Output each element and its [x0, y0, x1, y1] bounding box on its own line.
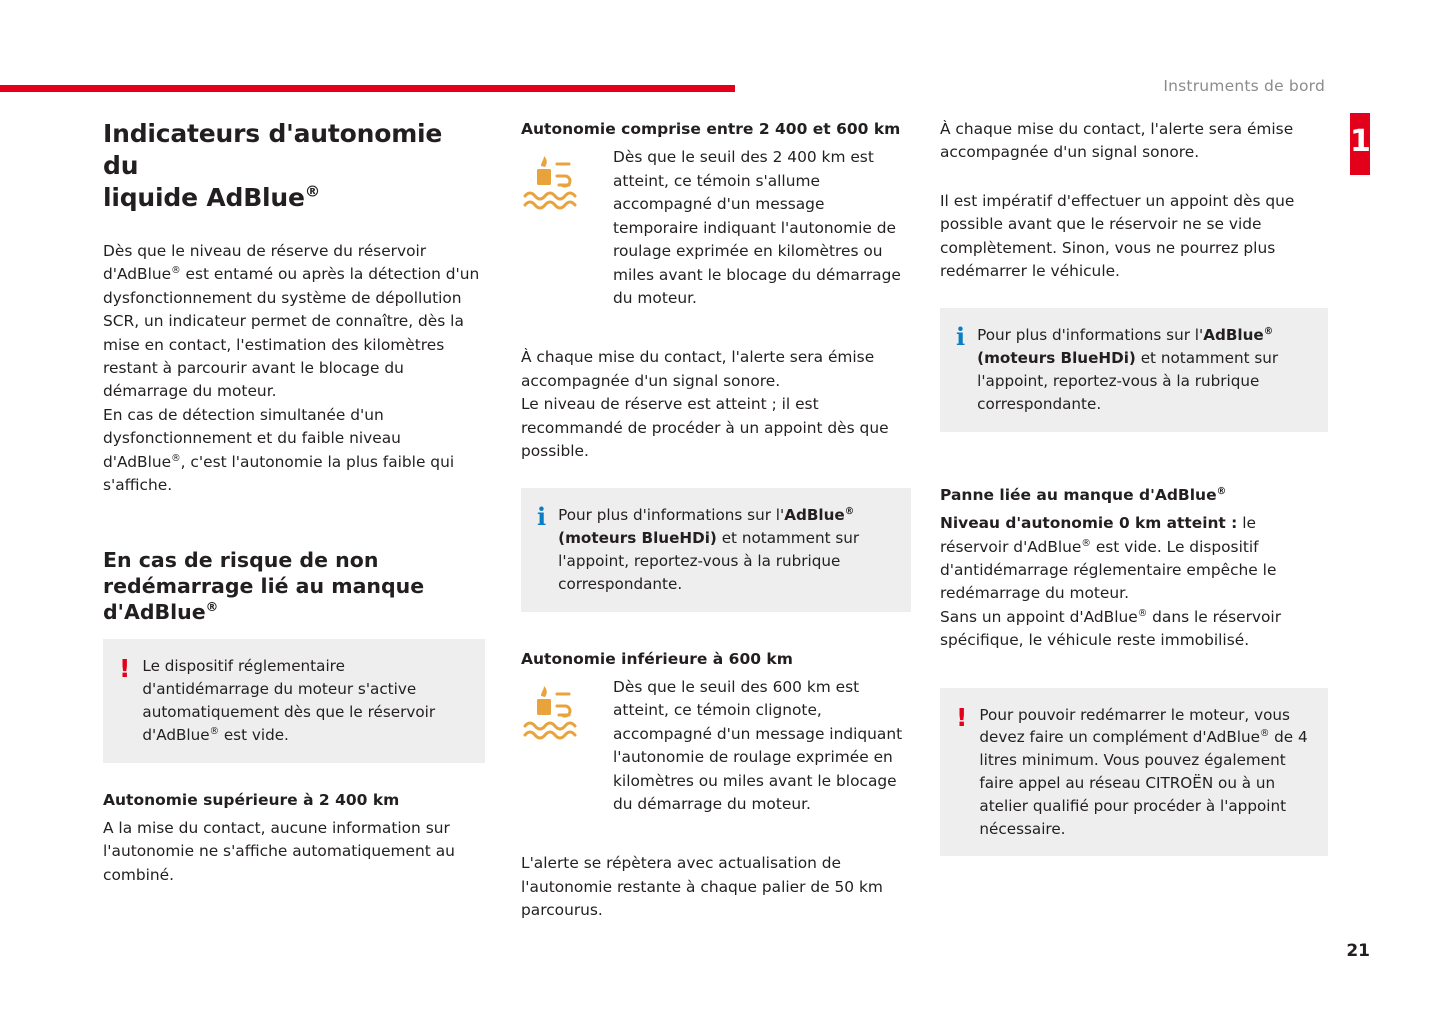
warning-icon: ! — [956, 702, 968, 732]
telltale-steady-text: Dès que le seuil des 2 400 km est atteint, ce témoin s'allume accompagné d'un message temporaire indiquant l'autonomie de roulage exprimée en kilomètres ou miles avant le blocage du démarrage du moteur. — [613, 148, 901, 307]
spacer — [521, 830, 911, 852]
info-box-text-col3: Pour plus d'informations sur l'AdBlue® (moteurs BlueHDi) et notamment sur l'appoint, reportez-vous à la rubrique correspondante. — [977, 326, 1279, 413]
telltale-row-blinking — [521, 676, 911, 816]
spacer — [521, 476, 911, 488]
spacer — [940, 178, 1328, 190]
warning-box-text: Le dispositif réglementaire d'antidémarrage du moteur s'active automatiquement dès que le réservoir d'AdBlue® est vide. — [142, 657, 436, 744]
warning-box-refill-text: Pour pouvoir redémarrer le moteur, vous devez faire un complément d'AdBlue® de 4 litres minimum. Vous pouvez également faire appel au réseau CITROËN ou à un atelier qualifié pour procéder à l'appoint nécessaire. — [979, 705, 1308, 838]
info-box-adblue-bluehdi-col3 — [940, 308, 1328, 431]
page-title-registered-mark: ® — [304, 182, 321, 201]
col3-paragraph-2: Il est impératif d'effectuer un appoint dès que possible avant que le réservoir ne se vide complètement. Sinon, vous ne pourrez plus redémarrer le véhicule. — [940, 191, 1295, 281]
page-title — [103, 118, 485, 214]
adblue-telltale-icon — [521, 146, 595, 218]
adblue-telltale-blinking-icon — [521, 676, 595, 748]
col3-paragraph-1: À chaque mise du contact, l'alerte sera émise accompagnée d'un signal sonore. — [940, 120, 1294, 162]
spacer — [521, 626, 911, 648]
heading-range-below-600: Autonomie inférieure à 600 km — [521, 649, 793, 668]
telltale-row-steady — [521, 146, 911, 310]
spacer — [940, 296, 1328, 308]
col2-paragraph-1: À chaque mise du contact, l'alerte sera émise accompagnée d'un signal sonore. Le niveau de réserve est atteint ; il est recommandé de procéder à un appoint dès que possible. — [521, 348, 889, 460]
heading-adblue-failure: Panne liée au manque d'AdBlue® — [940, 485, 1227, 504]
spacer — [940, 446, 1328, 484]
telltale-blinking-text: Dès que le seuil des 600 km est atteint, ce témoin clignote, accompagné d'un message indiquant l'autonomie de roulage exprimée en kilomètres ou miles avant le blocage du démarrage du moteur. — [613, 678, 903, 814]
info-icon: i — [537, 502, 547, 532]
info-box-text-col2: Pour plus d'informations sur l'AdBlue® (moteurs BlueHDi) et notamment sur l'appoint, reportez-vous à la rubrique correspondante. — [558, 506, 860, 593]
spacer — [103, 510, 485, 548]
chapter-number-tab: 1 — [1350, 113, 1370, 175]
header-red-rule — [0, 85, 735, 92]
column-right — [940, 118, 1328, 870]
spacer — [103, 777, 485, 789]
intro-paragraph-1: Dès que le niveau de réserve du réservoir d'AdBlue® est entamé ou après la détection d'un dysfonctionnement du système de dépollution SCR, un indicateur permet de connaître, dès la mise en contact, l'estimation des kilomètres restant à parcourir avant le blocage du démarrage du moteur. En cas de détection simultanée d'un dysfonctionnement et du faible niveau d'AdBlue®, c'est l'autonomie la plus faible qui s'affiche. — [103, 242, 480, 495]
info-box-adblue-bluehdi-col2 — [521, 488, 911, 611]
page-title-line1: Indicateurs d'autonomie du — [103, 119, 443, 180]
section-header-title: Instruments de bord — [1163, 77, 1325, 95]
spacer — [521, 324, 911, 346]
subtitle-non-restart-risk: En cas de risque de non redémarrage lié au manque d'AdBlue® — [103, 548, 425, 624]
column-left — [103, 118, 485, 900]
col3-paragraph-3: Niveau d'autonomie 0 km atteint : le réservoir d'AdBlue® est vide. Le dispositif d'antidémarrage réglementaire empêche le redémarrage du moteur. Sans un appoint d'AdBlue® dans le réservoir spécifique, le véhicule reste immobilisé. — [940, 514, 1282, 650]
page-title-line2: liquide AdBlue — [103, 183, 305, 212]
warning-icon: ! — [119, 654, 131, 684]
heading-range-above-2400: Autonomie supérieure à 2 400 km — [103, 790, 400, 809]
col2-paragraph-2: L'alerte se répètera avec actualisation de l'autonomie restante à chaque palier de 50 km parcourus. — [521, 854, 883, 920]
heading-range-2400-600: Autonomie comprise entre 2 400 et 600 km — [521, 120, 901, 138]
telltale-steady-text-wrap — [613, 146, 911, 310]
telltale-blinking-text-wrap — [613, 676, 911, 816]
page-number: 21 — [1346, 941, 1370, 961]
warning-box-refill-4-litres — [940, 688, 1328, 857]
column-middle — [521, 118, 911, 936]
spacer — [940, 666, 1328, 688]
info-icon: i — [956, 322, 966, 352]
warning-box-immobilizer — [103, 639, 485, 762]
body-range-above-2400: A la mise du contact, aucune information sur l'autonomie ne s'affiche automatiquement au combiné. — [103, 819, 455, 884]
